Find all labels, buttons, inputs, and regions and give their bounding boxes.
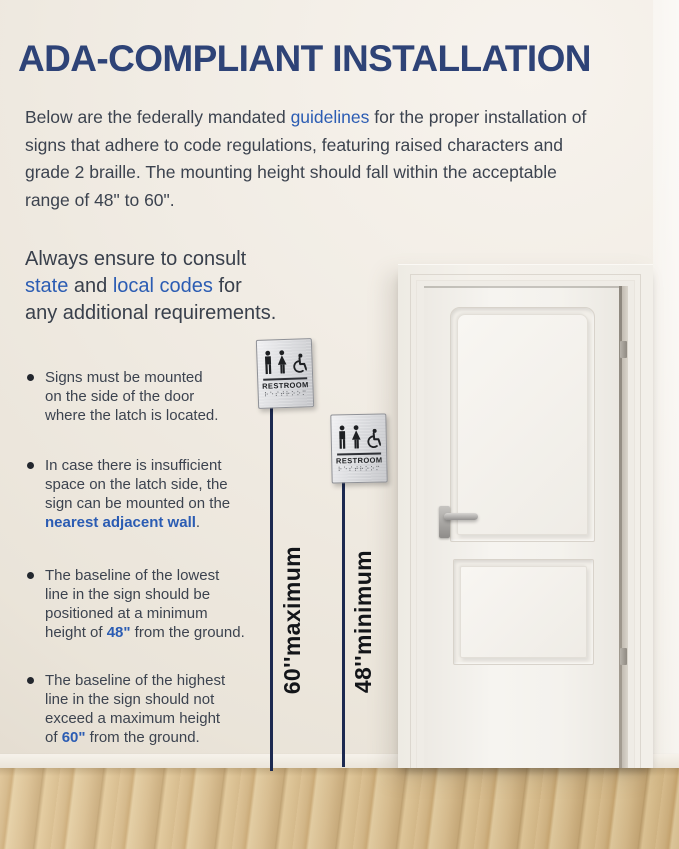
- list-item-text: [45, 671, 225, 747]
- door-handle-plate: [439, 506, 450, 538]
- text: grade 2 braille. The mounting height should fall within the acceptable: [25, 162, 557, 182]
- text: The baseline of the highest: [45, 672, 226, 689]
- woman-icon: [350, 425, 363, 449]
- text: .: [195, 514, 201, 531]
- restroom-sign-max-height: [256, 338, 314, 409]
- text: In case there is insufficient: [45, 457, 222, 474]
- highlighted-text: state: [25, 275, 69, 297]
- sign-braille-dots: ⠗⠑⠎⠞⠗⠕⠕⠍: [337, 465, 382, 473]
- highlighted-text: 48": [106, 624, 131, 641]
- sign-braille-dots: ⠗⠑⠎⠞⠗⠕⠕⠍: [264, 389, 308, 399]
- measurement-line-48in-min: [342, 474, 345, 767]
- text: Signs must be mounted: [45, 369, 203, 386]
- bullet-dot-icon: [27, 677, 34, 684]
- text: for: [212, 275, 242, 297]
- text: sign can be mounted on the: [45, 495, 231, 512]
- bullet-dot-icon: [27, 374, 34, 381]
- man-icon: [337, 425, 349, 449]
- door-handle-lever: [444, 513, 478, 520]
- intro-line: [25, 187, 586, 215]
- wheelchair-icon: [290, 353, 307, 374]
- list-item-text: [45, 368, 218, 425]
- door-hinge-bottom: [620, 648, 627, 665]
- text: height of: [45, 624, 107, 641]
- text: The baseline of the lowest: [45, 567, 220, 584]
- text: where the latch is located.: [45, 407, 219, 424]
- measurement-label-min: 48''minimum: [350, 550, 376, 694]
- intro-line: [25, 159, 586, 187]
- list-item-text: [45, 566, 245, 642]
- door-hinge-top: [620, 341, 627, 358]
- door-slab: [424, 286, 619, 768]
- bullet-dot-icon: [27, 572, 34, 579]
- list-item: [27, 368, 218, 425]
- door-panel-bottom-field: [460, 566, 587, 658]
- bullet-dot-icon: [27, 462, 34, 469]
- measurement-line-60in-max: [270, 402, 273, 771]
- sign-pictograms: [336, 422, 381, 450]
- text: from the ground.: [130, 624, 245, 641]
- sign-label: RESTROOM: [335, 455, 383, 466]
- consult-line: [25, 300, 276, 327]
- text: line in the sign should not: [45, 691, 215, 708]
- sign-pictograms: [262, 346, 307, 375]
- text: from the ground.: [85, 729, 200, 746]
- text: and: [68, 275, 113, 297]
- woman-icon: [275, 350, 289, 374]
- text: any additional requirements.: [25, 302, 277, 324]
- measurement-label-max: 60''maximum: [279, 546, 305, 695]
- text: on the side of the door: [45, 388, 195, 405]
- door: [398, 264, 653, 768]
- list-item: [27, 671, 225, 747]
- list-item-text: [45, 456, 230, 532]
- text: for the proper installation of: [369, 107, 587, 127]
- text: Always ensure to consult: [25, 248, 247, 270]
- intro-line: [25, 104, 586, 132]
- text: of: [45, 729, 62, 746]
- page-title: ADA-COMPLIANT INSTALLATION: [18, 38, 591, 79]
- highlighted-text: local codes: [112, 275, 213, 297]
- restroom-sign-min-height: [330, 413, 387, 483]
- door-jamb: [622, 286, 628, 768]
- wheelchair-icon: [365, 429, 381, 449]
- text: range of 48" to 60".: [25, 189, 175, 210]
- list-item: [27, 456, 230, 532]
- text: Below are the federally mandated: [25, 107, 291, 127]
- text: signs that adhere to code regulations, featuring raised characters and: [25, 134, 563, 155]
- highlighted-text: guidelines: [290, 107, 370, 127]
- list-item: [27, 566, 245, 642]
- highlighted-text: 60": [61, 729, 86, 746]
- consult-paragraph: [25, 246, 276, 327]
- door-panel-top: [450, 307, 595, 542]
- wall-right-highlight: [653, 0, 679, 768]
- highlighted-text: nearest adjacent wall: [45, 514, 196, 531]
- door-panel-bottom: [453, 559, 594, 665]
- intro-paragraph: [25, 104, 586, 214]
- door-panel-top-field: [457, 314, 588, 535]
- sign-label: RESTROOM: [261, 380, 309, 391]
- text: space on the latch side, the: [45, 476, 228, 493]
- man-icon: [262, 350, 274, 374]
- text: positioned at a minimum: [45, 605, 208, 622]
- consult-line: [25, 273, 276, 300]
- wood-floor: [0, 768, 679, 849]
- consult-line: [25, 246, 276, 273]
- text: line in the sign should be: [45, 586, 211, 603]
- intro-line: [25, 132, 586, 160]
- door-gap-line: [619, 286, 622, 768]
- text: exceed a maximum height: [45, 710, 221, 727]
- door-opening: [424, 286, 628, 768]
